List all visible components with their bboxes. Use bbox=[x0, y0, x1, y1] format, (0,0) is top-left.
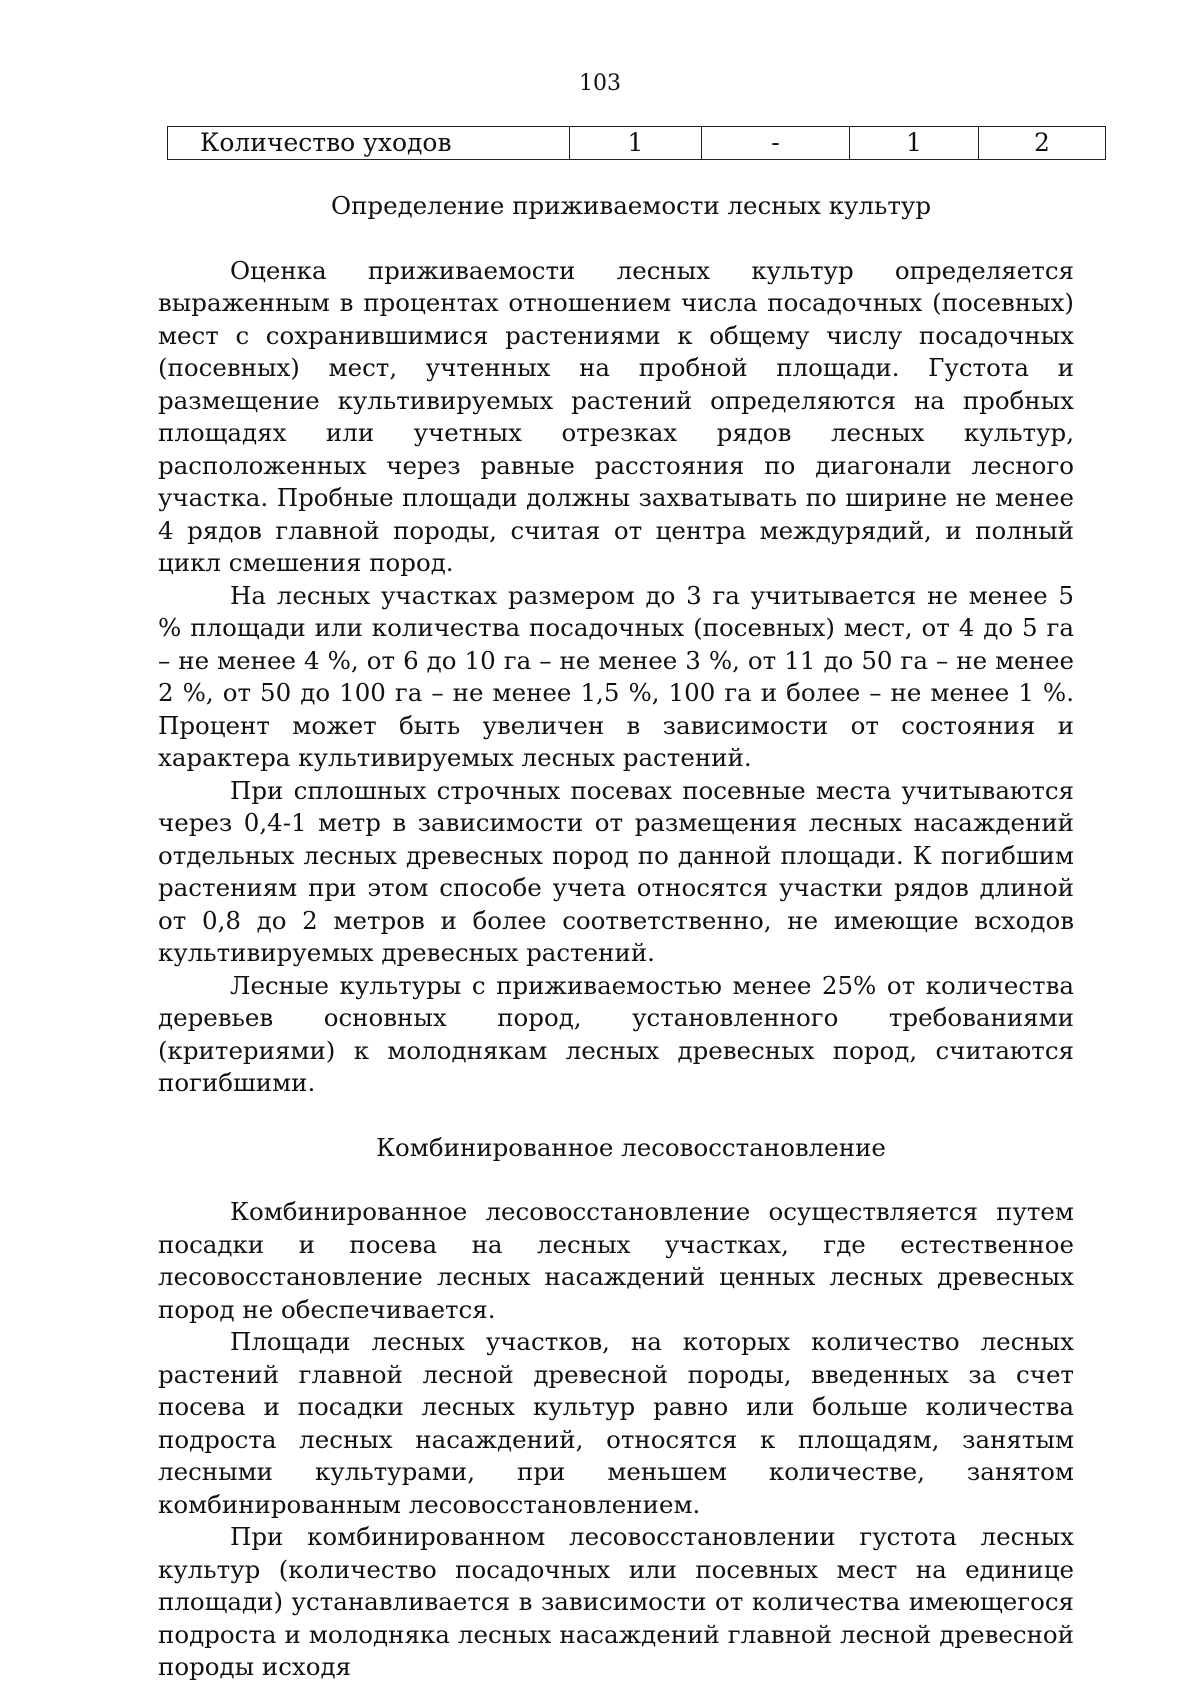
paragraph: На лесных участках размером до 3 га учитывается не менее 5 % площади или количества посадочных (посевных) мест, от 4 до 5 га – не менее 4 %, от 6 до 10 га – не менее 3 %, от 11 до 50 га – не менее 2 %, от 50 до 100 га – не менее 1,5 %, 100 га и более – не менее 1 %. Процент может быть увеличен в зависимости от состояния и характера культивируемых лесных растений. bbox=[158, 580, 1074, 772]
document-body bbox=[158, 190, 1074, 1684]
table-cell: 1 bbox=[570, 127, 702, 160]
paragraph: Лесные культуры с приживаемостью менее 25% от количества деревьев основных пород, установленного требованиями (критериями) к молоднякам лесных древесных пород, считаются погибшими. bbox=[158, 970, 1074, 1097]
table-row-label: Количество уходов bbox=[168, 127, 570, 160]
table-cell: 2 bbox=[979, 127, 1106, 160]
paragraph: Оценка приживаемости лесных культур определяется выраженным в процентах отношением числа посадочных (посевных) мест с сохранившимися растениями к общему числу посадочных (посевных) мест, учтенных на пробной площади. Густота и размещение культивируемых растений определяются на пробных площадях или учетных отрезках рядов лесных культур, расположенных через равные расстояния по диагонали лесного участка. Пробные площади должны захватывать по ширине не менее 4 рядов главной породы, считая от центра междурядий, и полный цикл смешения пород. bbox=[158, 255, 1074, 577]
section-heading-survival: Определение приживаемости лесных культур bbox=[331, 191, 931, 220]
care-count-table bbox=[167, 126, 1106, 160]
section-heading-combined-reforestation: Комбинированное лесовосстановление bbox=[376, 1132, 886, 1162]
page-number: 103 bbox=[579, 71, 621, 96]
table-row bbox=[168, 127, 1106, 160]
table-cell: - bbox=[702, 127, 850, 160]
paragraph: При сплошных строчных посевах посевные места учитываются через 0,4-1 метр в зависимости от размещения лесных насаждений отдельных лесных древесных пород по данной площади. К погибшим растениям при этом способе учета относятся участки рядов длиной от 0,8 до 2 метров и более соответственно, не имеющие всходов культивируемых древесных растений. bbox=[158, 775, 1074, 967]
paragraph: При комбинированном лесовосстановлении густота лесных культур (количество посадочных или посевных мест на единице площади) устанавливается в зависимости от количества имеющегося подроста и молодняка лесных насаждений главной лесной древесной породы исходя bbox=[158, 1522, 1074, 1681]
paragraph: Площади лесных участков, на которых количество лесных растений главной лесной древесной породы, введенных за счет посева и посадки лесных культур равно или больше количества подроста лесных насаждений, относятся к площадям, занятым лесными культурами, при меньшем количестве, занятом комбинированным лесовосстановлением. bbox=[158, 1327, 1074, 1519]
table-cell: 1 bbox=[850, 127, 979, 160]
paragraph: Комбинированное лесовосстановление осуществляется путем посадки и посева на лесных участках, где естественное лесовосстановление лесных насаждений ценных лесных древесных пород не обеспечивается. bbox=[158, 1197, 1074, 1324]
